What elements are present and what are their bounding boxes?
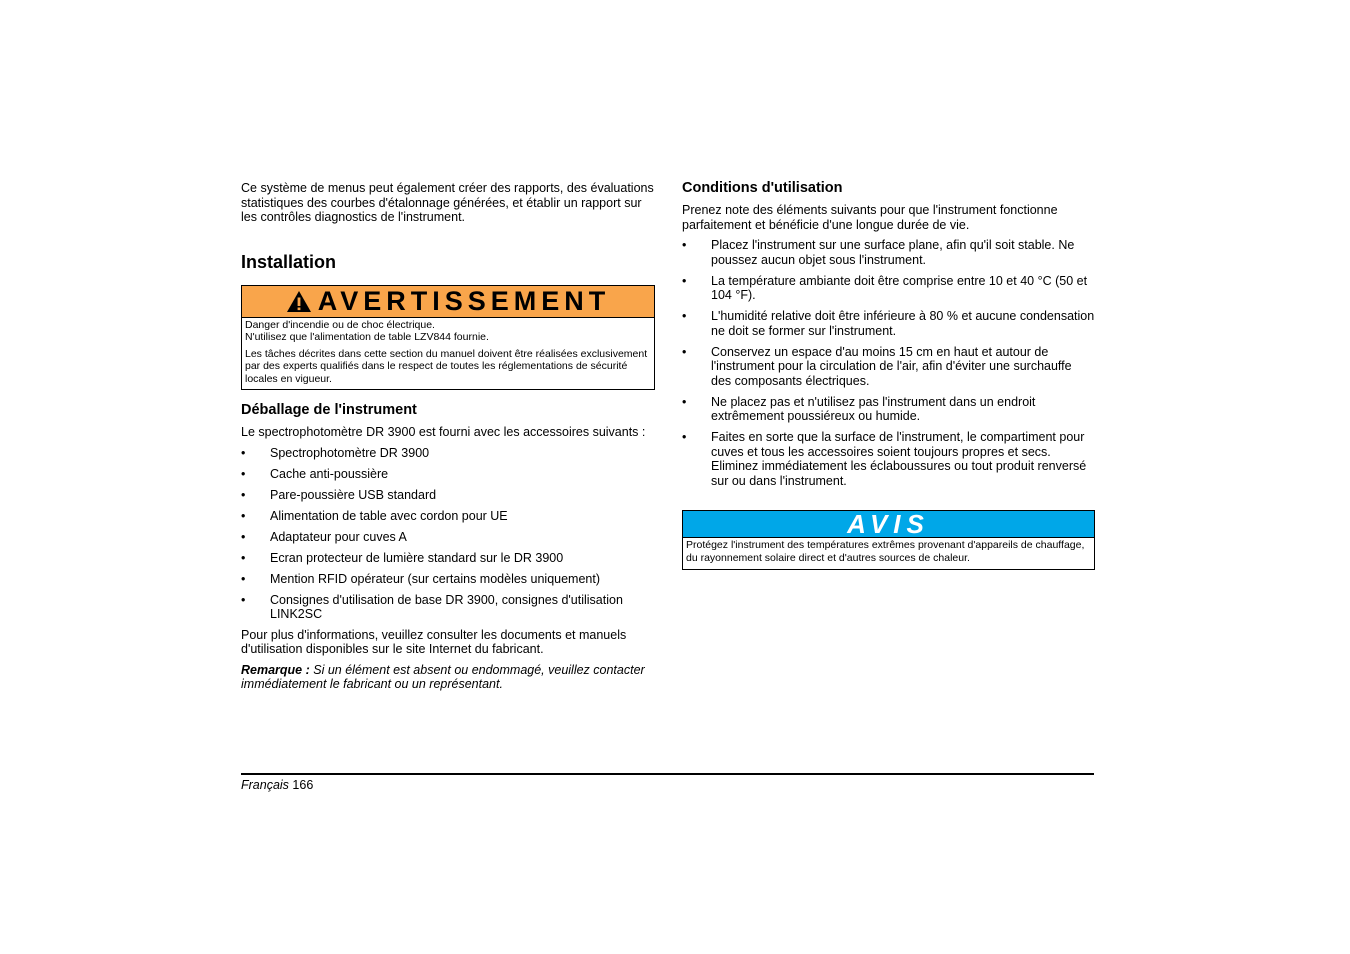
list-item: • L'humidité relative doit être inférieure à 80 % et aucune condensation ne doit se former sur l'instrument. (682, 309, 1095, 338)
list-item: • Conservez un espace d'au moins 15 cm en haut et autour de l'instrument pour la circulation de l'air, afin d'éviter une surchauffe des composants électriques. (682, 345, 1095, 389)
notice-title: AVIS (847, 508, 930, 539)
conditions-heading: Conditions d'utilisation (682, 180, 843, 196)
warning-box (241, 285, 655, 391)
list-item: • Adaptateur pour cuves A (241, 530, 655, 545)
warning-line-1: Danger d'incendie ou de choc électrique. (245, 318, 435, 331)
left-column (241, 180, 655, 692)
list-item: • Faites en sorte que la surface de l'instrument, le compartiment pour cuves et tous les accessoires soient toujours propres et secs. Eliminez immédiatement les éclaboussures ou tout produit renversé sur ou dans l'instrument. (682, 430, 1095, 488)
note-text: Si un élément est absent ou endommagé, veuillez contacter immédiatement le fabricant ou un représentant. (241, 662, 645, 691)
list-item: • Alimentation de table avec cordon pour UE (241, 509, 655, 524)
unpack-intro: Le spectrophotomètre DR 3900 est fourni avec les accessoires suivants : (241, 425, 646, 439)
footer-rule (241, 773, 1094, 775)
list-item: • Spectrophotomètre DR 3900 (241, 446, 655, 461)
list-item: • Ne placez pas et n'utilisez pas l'instrument dans un endroit extrêmement poussiéreux ou humide. (682, 395, 1095, 424)
notice-body: Protégez l'instrument des températures extrêmes provenant d'appareils de chauffage, du rayonnement solaire direct et d'autres sources de chaleur. (686, 539, 1085, 564)
conditions-intro: Prenez note des éléments suivants pour que l'instrument fonctionne parfaitement et bénéficie d'une longue durée de vie. (682, 203, 1058, 232)
warning-line-2: N'utilisez que l'alimentation de table LZV844 fournie. (245, 331, 489, 343)
accessories-list (241, 446, 655, 622)
installation-heading: Installation (241, 251, 337, 272)
footer-page-number: 166 (292, 778, 314, 792)
note-label: Remarque : (241, 662, 310, 677)
page-footer (241, 778, 313, 793)
warning-body (242, 318, 654, 390)
warning-title: AVERTISSEMENT (317, 285, 611, 316)
list-item: • Pare-poussière USB standard (241, 488, 655, 503)
notice-box (682, 510, 1095, 570)
intro-paragraph: Ce système de menus peut également créer des rapports, des évaluations statistiques des courbes d'étalonnage générées, et établir un rapport sur les contrôles diagnostics de l'instrument. (241, 181, 654, 224)
list-item: • Consignes d'utilisation de base DR 3900, consignes d'utilisation LINK2SC (241, 593, 655, 622)
list-item: • Cache anti-poussière (241, 467, 655, 482)
unpack-heading: Déballage de l'instrument (241, 402, 417, 418)
footer-language: Français (241, 778, 289, 792)
list-item: • Placez l'instrument sur une surface plane, afin qu'il soit stable. Ne poussez aucun objet sous l'instrument. (682, 238, 1095, 267)
list-item: • La température ambiante doit être comprise entre 10 et 40 °C (50 et 104 °F). (682, 274, 1095, 303)
warning-header (242, 286, 654, 318)
notice-header (683, 508, 1094, 539)
list-item: • Mention RFID opérateur (sur certains modèles uniquement) (241, 572, 655, 587)
conditions-list (682, 238, 1095, 488)
list-item: • Ecran protecteur de lumière standard sur le DR 3900 (241, 551, 655, 566)
warning-triangle-icon (286, 290, 312, 313)
more-info-paragraph: Pour plus d'informations, veuillez consulter les documents et manuels d'utilisation disponibles sur le site Internet du fabricant. (241, 627, 627, 656)
right-column (682, 180, 1095, 570)
warning-paragraph-2: Les tâches décrites dans cette section du manuel doivent être réalisées exclusivement par des experts qualifiés dans le respect de toutes les réglementations de sécurité locales en vigueur. (245, 347, 648, 385)
note-paragraph (241, 663, 655, 692)
